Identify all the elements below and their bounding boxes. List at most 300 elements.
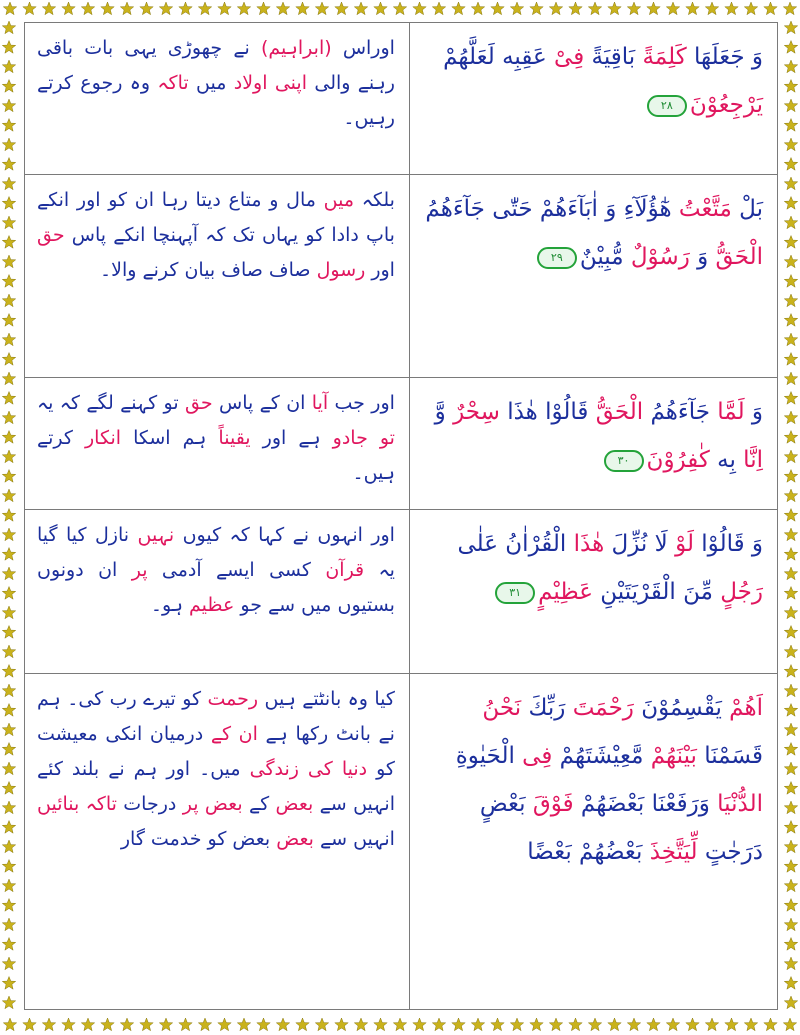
arabic-word: كٰفِرُوْنَ [646,447,710,474]
urdu-translation [25,23,410,174]
star-icon [569,1018,582,1031]
star-icon [784,918,797,931]
arabic-word: لَا [647,531,668,558]
star-icon [296,1018,309,1031]
urdu-segment: ہو۔ [150,594,183,617]
star-icon [198,2,211,15]
star-icon [491,1018,504,1031]
star-icon [2,177,15,190]
star-icon [725,2,738,15]
star-icon [2,392,15,405]
arabic-word: فِىْ [546,44,585,70]
star-icon [784,236,797,249]
star-icon [2,138,15,151]
arabic-word: رَبِّكَ [521,694,566,721]
urdu-segment: صاف صاف بیان کرنے والا۔ [100,258,311,281]
star-icon [647,1018,660,1031]
star-icon [413,1018,426,1031]
urdu-translation [25,175,410,378]
star-icon [608,1018,621,1031]
star-icon [491,2,504,15]
urdu-segment: میں [188,72,227,94]
star-icon [2,879,15,892]
star-icon [686,2,699,15]
arabic-word: لِّيَتَّخِذَ [642,838,698,865]
arabic-verse [410,510,777,673]
urdu-segment: وہ رجوع کرتے رہیں۔ [37,72,395,129]
urdu-segment: کے [242,792,270,815]
star-icon [159,1018,172,1031]
arabic-word: قَالُوْا [537,399,589,426]
star-icon [315,1018,328,1031]
star-icon [530,1018,543,1031]
star-icon [62,2,75,15]
star-icon [784,528,797,541]
star-icon [784,840,797,853]
star-icon [784,80,797,93]
urdu-segment: اور جب [328,392,395,415]
arabic-word: الْحَيٰوةِ [455,742,515,769]
urdu-segment: نازل کیا گیا یہ [37,524,395,582]
star-icon [237,1018,250,1031]
star-icon [784,762,797,775]
arabic-word: عَقِبِه [494,44,547,70]
star-icon [627,2,640,15]
arabic-word: رَسُوْلٌ [623,243,690,270]
star-icon [2,255,15,268]
arabic-word: بَلْ [731,195,763,222]
arabic-word: بَعْضَهُمْ [573,790,645,817]
star-icon [2,99,15,112]
urdu-segment: کیا وہ بانٹتے ہیں [258,687,395,710]
ayah-number-marker: ٣١ [495,582,535,604]
star-icon [120,1018,133,1031]
star-icon [784,197,797,210]
star-icon [2,704,15,717]
star-icon [2,762,15,775]
star-icon [784,704,797,717]
star-icon [2,158,15,171]
arabic-word: الدُّنْيَا [709,790,763,817]
urdu-segment: عظیم [183,594,235,617]
urdu-segment: (ابراہیم) [249,37,332,59]
urdu-segment: بعض [198,792,243,815]
star-icon [2,216,15,229]
star-icon [549,2,562,15]
urdu-segment: کو تیرے رب کی۔ [60,687,202,710]
star-icon [2,899,15,912]
star-icon [783,1018,796,1031]
star-icon [784,938,797,951]
star-icon [784,333,797,346]
urdu-segment: کرتے ہیں۔ [37,427,395,485]
star-icon [2,450,15,463]
star-icon [23,1018,36,1031]
arabic-word: مَّعِيْشَتَهُمْ [552,742,644,769]
star-icon [335,2,348,15]
star-icon [764,1018,777,1031]
urdu-translation [25,378,410,509]
star-icon [2,977,15,990]
arabic-word: بَيْنَهُمْ [643,742,697,769]
urdu-segment: میں۔ اور ہم نے بلند کئے انہیں سے [37,757,395,815]
arabic-word: وَ [744,531,763,558]
star-icon [374,2,387,15]
star-icon [784,255,797,268]
star-icon [413,2,426,15]
verse-row [25,23,777,175]
urdu-segment: میں [315,188,355,211]
urdu-segment: اپنی اولاد [226,72,307,94]
star-icon [120,2,133,15]
star-icon [257,2,270,15]
star-icon [335,1018,348,1031]
star-icon [666,2,679,15]
star-icon [627,1018,640,1031]
star-icon [784,392,797,405]
arabic-word: لَعَلَّهُمْ [443,44,495,70]
urdu-segment: ان کے پاس [212,392,306,415]
urdu-segment: تاکہ [150,72,189,94]
star-icon [2,60,15,73]
star-icon [784,743,797,756]
arabic-word: جَآءَهُمُ [643,399,710,426]
star-icon [159,2,172,15]
star-icon [218,1018,231,1031]
urdu-segment: بعض کو خدمت گار [120,827,271,850]
star-icon [666,1018,679,1031]
arabic-word: كَلِمَةً [635,44,687,70]
arabic-word: الْقَرْيَتَيْنِ [592,579,676,606]
arabic-word: عَظِيْمٍ [538,579,593,606]
urdu-segment: اوراس [331,37,395,59]
star-icon [784,645,797,658]
star-icon [2,840,15,853]
star-icon [784,626,797,639]
urdu-segment: ہے اور [250,427,321,450]
star-icon [784,41,797,54]
arabic-word: اٰبَآءَهُمْ [532,195,598,222]
arabic-word: الْحَقُّ [708,243,763,270]
star-icon [784,60,797,73]
urdu-segment: بلکہ [354,188,395,211]
star-icon [784,548,797,561]
arabic-word: اِنَّا [735,447,763,474]
ayah-number-marker: ٣٠ [604,450,644,472]
arabic-word: هٰذَا [499,399,538,426]
star-icon [784,509,797,522]
arabic-word: عَلٰى [457,531,498,558]
star-icon [2,723,15,736]
arabic-word: مُّبِيْنٌ [579,243,624,270]
arabic-word: بِه [709,447,736,474]
star-icon [784,821,797,834]
arabic-word: جَعَلَهَا [686,44,745,70]
urdu-segment: رسول [310,258,366,281]
star-icon [784,899,797,912]
arabic-word: يَقْسِمُوْنَ [633,694,722,721]
arabic-word: رَحْمَتَ [565,694,634,721]
star-icon [179,1018,192,1031]
verse-row [25,510,777,674]
verse-row [25,674,777,1009]
star-icon [3,1018,16,1031]
urdu-segment: کسی ایسے آدمی [147,559,311,582]
arabic-word: الْحَقُّ [588,399,644,426]
star-icon [452,2,465,15]
arabic-verse [410,378,777,509]
arabic-word: سِحْرٌ [445,399,500,426]
star-icon [764,2,777,15]
urdu-segment: یقیناً [206,427,251,450]
star-icon [783,2,796,15]
star-icon [784,723,797,736]
urdu-segment: تاکہ بنائیں [37,792,117,815]
star-icon [2,996,15,1009]
star-icon [2,957,15,970]
star-icon [471,1018,484,1031]
star-icon [705,2,718,15]
urdu-segment: بعض [269,792,314,815]
star-icon [2,353,15,366]
urdu-translation [25,510,410,673]
star-icon [784,450,797,463]
star-icon [2,372,15,385]
urdu-segment: انکار [72,427,122,450]
star-icon [257,1018,270,1031]
star-icon [2,470,15,483]
arabic-word: لَوْ [667,531,694,558]
star-icon [647,2,660,15]
urdu-segment: مال و متاع دیتا رہا ان کو اور انکے باپ دادا کو یہاں تک کہ آپہنچا انکے پاس [37,188,395,246]
ayah-number-marker: ٢٩ [537,247,577,269]
star-icon [549,1018,562,1031]
star-icon [432,2,445,15]
star-icon [784,21,797,34]
arabic-word: اَهُمْ [721,694,763,721]
star-icon [784,216,797,229]
star-icon [784,177,797,190]
urdu-segment: پر [117,559,148,582]
arabic-word: وَ [597,195,617,222]
star-icon [784,119,797,132]
arabic-word: دَرَجٰتٍ [697,838,763,865]
arabic-word: يَرْجِعُوْنَ [689,92,763,118]
star-icon [784,665,797,678]
star-icon [2,626,15,639]
arabic-verse [410,175,777,378]
star-icon [2,275,15,288]
star-icon [374,1018,387,1031]
urdu-segment: ہم اسکا [121,427,207,450]
arabic-word: وَّ [434,399,446,426]
star-icon [2,197,15,210]
arabic-word: وَرَفَعْنَا [644,790,710,817]
star-icon [530,2,543,15]
arabic-word: الْقُرْاٰنُ [497,531,567,558]
arabic-word: قَسَمْنَا [696,742,763,769]
star-icon [276,1018,289,1031]
star-icon [784,372,797,385]
star-icon [569,2,582,15]
arabic-word: وَ [744,399,763,426]
urdu-segment: نہیں [129,524,175,547]
star-icon [784,977,797,990]
star-icon [784,567,797,580]
arabic-word: بَعْضًا [527,838,572,865]
urdu-segment: اور [365,258,395,281]
star-icon [2,528,15,541]
star-icon [784,879,797,892]
arabic-word: مَتَّعْتُ [671,195,732,222]
star-icon [2,431,15,444]
arabic-word: حَتّٰى [484,195,533,222]
arabic-word: وَ [689,243,709,270]
star-icon [725,1018,738,1031]
star-icon [296,2,309,15]
star-icon [3,2,16,15]
star-icon [686,1018,699,1031]
arabic-word: رَجُلٍ [712,579,763,606]
star-icon [608,2,621,15]
star-icon [2,801,15,814]
star-icon [784,158,797,171]
star-icon [81,2,94,15]
star-icon [784,587,797,600]
star-icon [2,333,15,346]
arabic-word: هٰذَا [566,531,605,558]
star-icon [2,938,15,951]
star-icon [2,606,15,619]
star-icon [784,957,797,970]
star-icon [510,1018,523,1031]
arabic-verse [410,674,777,1009]
star-icon [218,2,231,15]
urdu-segment: دنیا کی زندگی [240,757,368,780]
arabic-word: نُزِّلَ [604,531,648,558]
star-icon [2,236,15,249]
star-icon [744,1018,757,1031]
arabic-word: بَعْضٍ [479,790,526,817]
star-icon [784,314,797,327]
star-icon [276,2,289,15]
arabic-word: وَ [744,44,763,70]
star-icon [354,1018,367,1031]
verse-row [25,378,777,510]
urdu-segment: درمیان انکی معیشت کو [37,722,395,780]
star-icon [705,1018,718,1031]
star-icon [784,489,797,502]
arabic-word: مِّنَ [675,579,713,606]
arabic-word: فِى [514,742,553,769]
star-icon [784,782,797,795]
star-icon [784,801,797,814]
ayah-number-marker: ٢٨ [647,95,687,117]
urdu-segment: ہم نے بانٹ رکھا ہے [37,687,395,745]
star-icon [2,918,15,931]
star-icon [101,1018,114,1031]
star-icon [784,431,797,444]
star-icon [393,1018,406,1031]
urdu-translation [25,674,410,1009]
urdu-segment: بعض [270,827,314,850]
star-icon [393,2,406,15]
star-icon [784,99,797,112]
star-icon [315,2,328,15]
star-icon [452,1018,465,1031]
star-icon [2,80,15,93]
urdu-segment: ان کے [203,722,258,745]
star-icon [432,1018,445,1031]
star-icon [2,119,15,132]
star-icon [81,1018,94,1031]
star-icon [588,2,601,15]
star-icon [784,411,797,424]
star-icon [101,2,114,15]
star-icon [588,1018,601,1031]
urdu-segment: رحمت [201,687,259,710]
star-icon [237,2,250,15]
star-icon [62,1018,75,1031]
urdu-segment: انہیں سے [313,827,395,850]
star-icon [2,21,15,34]
star-icon [2,684,15,697]
star-icon [2,821,15,834]
arabic-word: فَوْقَ [525,790,574,817]
arabic-word: لَمَّا [709,399,745,426]
star-icon [784,470,797,483]
urdu-segment: تو کہنے لگے کہ یہ [37,392,179,415]
star-icon [2,860,15,873]
arabic-word: بَعْضُهُمْ [571,838,643,865]
star-icon [2,294,15,307]
urdu-segment: حق [178,392,213,415]
star-icon [784,606,797,619]
star-icon [784,860,797,873]
star-icon [42,1018,55,1031]
urdu-segment: ان دونوں بستیوں میں سے جو [37,559,395,617]
arabic-word: بَاقِيَةً [584,44,636,70]
star-icon [784,684,797,697]
star-icon [2,548,15,561]
star-icon [2,587,15,600]
star-icon [2,509,15,522]
star-icon [784,294,797,307]
star-icon [140,2,153,15]
star-icon [42,2,55,15]
translation-table [24,22,778,1010]
star-icon [784,353,797,366]
urdu-segment: نے چھوڑی یہی بات باقی رہنے والی [37,37,395,94]
star-icon [2,665,15,678]
star-icon [2,411,15,424]
star-icon [179,2,192,15]
star-icon [471,2,484,15]
star-icon [2,645,15,658]
arabic-verse [410,23,777,174]
star-icon [354,2,367,15]
star-icon [784,138,797,151]
arabic-word: نَحْنُ [482,694,522,721]
urdu-segment: قرآن [310,559,365,582]
urdu-segment: آیا [305,392,329,415]
arabic-word: جَآءَهُمُ [425,195,485,222]
star-icon [2,41,15,54]
urdu-segment: درجات [116,792,177,815]
star-icon [784,275,797,288]
star-icon [510,2,523,15]
star-icon [744,2,757,15]
